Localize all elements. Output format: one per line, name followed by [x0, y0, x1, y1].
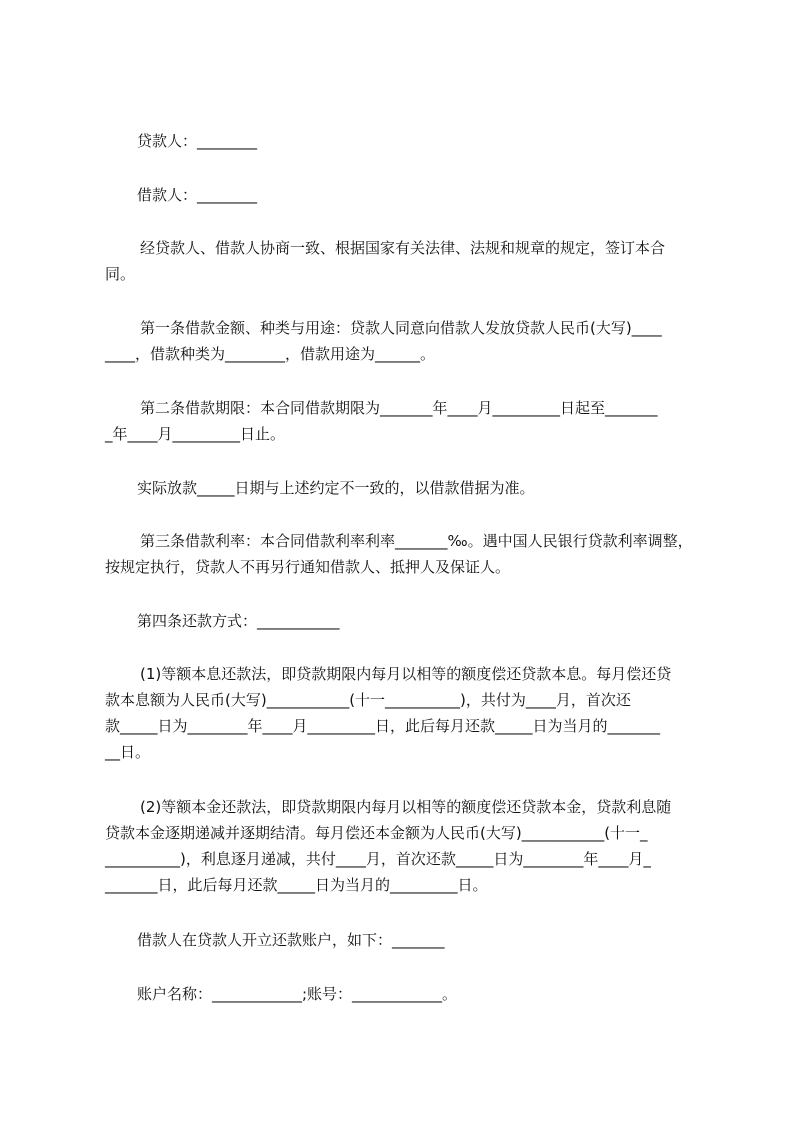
article-3-line-2: 按规定执行，贷款人不再另行通知借款人、抵押人及保证人。	[105, 558, 511, 576]
method-2-line-1: (2)等额本金还款法，即贷款期限内每月以相等的额度偿还贷款本金，贷款利息随	[140, 798, 672, 816]
method-1-line-4: __日。	[105, 743, 151, 761]
method-1-line-2: 款本息额为人民币(大写)___________(十一__________)，共付为____月，首次还	[105, 691, 631, 709]
method-2-line-2: 贷款本金逐期递减并逐期结清。每月偿还本金额为人民币(大写)___________(十一_	[105, 824, 648, 842]
article-1-line-1: 第一条借款金额、种类与用途：贷款人同意向借款人发放贷款人民币(大写)____	[140, 319, 662, 337]
borrower-line: 借款人：________	[137, 186, 258, 204]
article-2-line-2: _年____月_________日止。	[105, 425, 286, 443]
method-2-line-4: _______日，此后每月还款_____日为当月的_________日。	[105, 876, 488, 894]
article-2-line-1: 第二条借款期限：本合同借款期限为_______年____月_________日起至_______	[140, 399, 658, 417]
repayment-account-line: 借款人在贷款人开立还款账户，如下：_______	[137, 931, 445, 949]
account-info-line: 账户名称：____________;账号：____________。	[137, 985, 458, 1003]
actual-disbursement-line: 实际放款_____日期与上述约定不一致的，以借款借据为准。	[137, 479, 535, 497]
method-1-line-3: 款_____日为________年____月_________日，此后每月还款_____日为当月的_______	[105, 717, 661, 735]
method-2-line-3: __________)，利息逐月递减，共付____月，首次还款_____日为________年____月_	[105, 850, 651, 868]
lender-line: 贷款人：________	[137, 132, 258, 150]
article-3-line-1: 第三条借款利率：本合同借款利率利率_______‰。遇中国人民银行贷款利率调整，	[140, 532, 693, 550]
method-1-line-1: (1)等额本息还款法，即贷款期限内每月以相等的额度偿还贷款本息。每月偿还贷	[140, 665, 672, 683]
intro-paragraph-line-2: 同。	[105, 265, 136, 283]
intro-paragraph-line-1: 经贷款人、借款人协商一致、根据国家有关法律、法规和规章的规定，签订本合	[140, 239, 666, 257]
article-1-line-2: ____，借款种类为________，借款用途为______。	[105, 345, 436, 363]
article-4-line: 第四条还款方式：___________	[137, 612, 340, 630]
